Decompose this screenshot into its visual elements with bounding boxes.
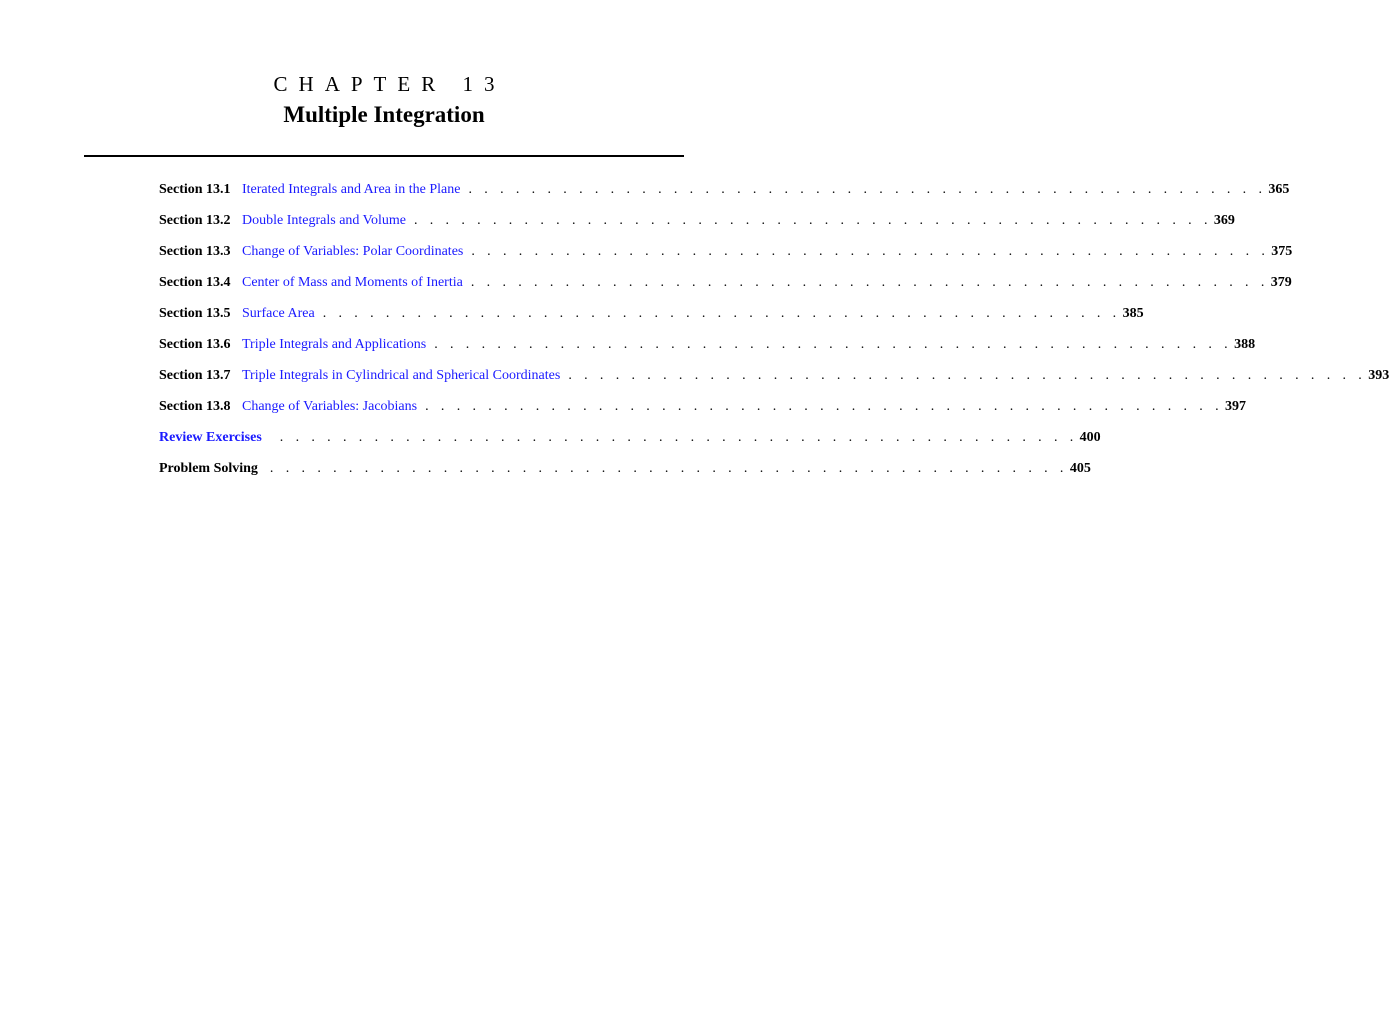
toc-entry-problem-solving	[159, 459, 1091, 490]
section-number: Section 13.2	[159, 213, 231, 228]
section-number: Section 13.8	[159, 399, 231, 414]
section-link-cylindrical-spherical[interactable]: Triple Integrals in Cylindrical and Spherical Coordinates	[242, 368, 561, 383]
page-number: 365	[1268, 182, 1290, 197]
toc-entry-13-7	[159, 366, 1389, 397]
page-number: 375	[1271, 244, 1293, 259]
toc-entry-13-2	[159, 211, 1235, 242]
dot-leader: . . . . . . . . . . . . . . . . . . . . . . . . . . . . . . . . . . . . . . . . . . . . . . . . . . .	[413, 213, 1212, 228]
section-number: Section 13.7	[159, 368, 231, 383]
section-link-double-integrals[interactable]: Double Integrals and Volume	[242, 213, 406, 228]
title-divider	[84, 155, 684, 157]
toc-entry-13-3	[159, 242, 1293, 273]
page-number: 385	[1122, 306, 1144, 321]
section-link-surface-area[interactable]: Surface Area	[242, 306, 315, 321]
section-number: Section 13.4	[159, 275, 231, 290]
section-link-jacobians[interactable]: Change of Variables: Jacobians	[242, 399, 418, 414]
dot-leader: . . . . . . . . . . . . . . . . . . . . . . . . . . . . . . . . . . . . . . . . . . . . . . . . . . .	[470, 275, 1269, 290]
table-of-contents	[159, 180, 1389, 490]
toc-entry-13-1	[159, 180, 1290, 211]
dot-leader: . . . . . . . . . . . . . . . . . . . . . . . . . . . . . . . . . . . . . . . . . . . . . . . . . . .	[471, 244, 1270, 259]
dot-leader: . . . . . . . . . . . . . . . . . . . . . . . . . . . . . . . . . . . . . . . . . . . . . . . . . . .	[468, 182, 1267, 197]
page-number: 405	[1069, 461, 1091, 476]
page-number: 397	[1225, 399, 1246, 414]
section-link-center-of-mass[interactable]: Center of Mass and Moments of Inertia	[242, 275, 463, 290]
chapter-title: Multiple Integration	[283, 102, 485, 127]
dot-leader: . . . . . . . . . . . . . . . . . . . . . . . . . . . . . . . . . . . . . . . . . . . . . . . . . . .	[279, 430, 1078, 445]
page-number: 393	[1368, 368, 1389, 383]
dot-leader: . . . . . . . . . . . . . . . . . . . . . . . . . . . . . . . . . . . . . . . . . . . . . . . . . . .	[322, 306, 1121, 321]
section-link-triple-integrals[interactable]: Triple Integrals and Applications	[242, 337, 427, 352]
section-number: Section 13.6	[159, 337, 231, 352]
section-link-polar-coordinates[interactable]: Change of Variables: Polar Coordinates	[242, 244, 464, 259]
toc-entry-13-6	[159, 335, 1256, 366]
page-number: 379	[1270, 275, 1292, 290]
toc-entry-13-8	[159, 397, 1246, 428]
dot-leader: . . . . . . . . . . . . . . . . . . . . . . . . . . . . . . . . . . . . . . . . . . . . . . . . . . .	[568, 368, 1367, 383]
review-exercises-link[interactable]: Review Exercises	[159, 430, 262, 445]
toc-entry-13-5	[159, 304, 1144, 335]
problem-solving-label: Problem Solving	[159, 461, 258, 476]
toc-entry-13-4	[159, 273, 1292, 304]
dot-leader: . . . . . . . . . . . . . . . . . . . . . . . . . . . . . . . . . . . . . . . . . . . . . . . . . . .	[434, 337, 1233, 352]
toc-entry-review-exercises	[159, 428, 1101, 459]
dot-leader: . . . . . . . . . . . . . . . . . . . . . . . . . . . . . . . . . . . . . . . . . . . . . . . . . . .	[425, 399, 1223, 414]
section-number: Section 13.5	[159, 306, 231, 321]
section-link-iterated-integrals[interactable]: Iterated Integrals and Area in the Plane	[242, 182, 461, 197]
chapter-label: CHAPTER 13	[273, 72, 506, 96]
page-number: 388	[1234, 337, 1256, 352]
section-number: Section 13.3	[159, 244, 231, 259]
page-number: 369	[1213, 213, 1235, 228]
section-number: Section 13.1	[159, 182, 231, 197]
page-number: 400	[1079, 430, 1101, 445]
dot-leader: . . . . . . . . . . . . . . . . . . . . . . . . . . . . . . . . . . . . . . . . . . . . . . . . . . .	[269, 461, 1068, 476]
